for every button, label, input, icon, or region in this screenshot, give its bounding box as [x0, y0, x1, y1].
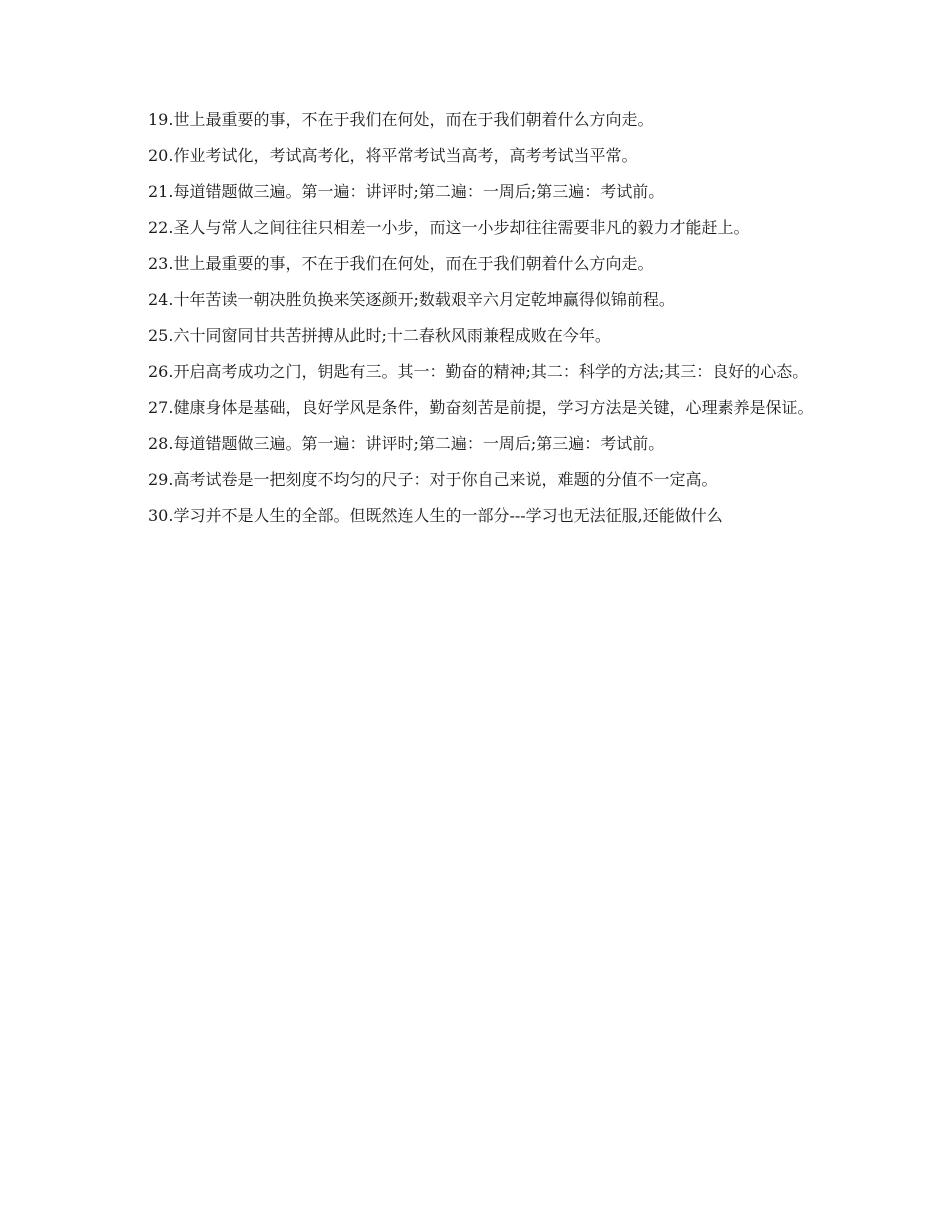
list-item [112, 147, 832, 165]
item-number: 25. [148, 326, 174, 345]
item-text: 世上最重要的事，不在于我们在何处，而在于我们朝着什么方向走。 [173, 254, 654, 273]
list-item [112, 363, 832, 381]
item-number: 22. [148, 218, 174, 237]
item-number: 29. [148, 470, 174, 489]
item-text: 开启高考成功之门，钥匙有三。其一：勤奋的精神;其二：科学的方法;其三：良好的心态。 [173, 362, 809, 381]
item-text: 六十同窗同甘共苦拼搏从此时;十二春秋风雨兼程成败在今年。 [173, 326, 611, 345]
list-item [112, 111, 832, 129]
item-number: 28. [148, 434, 174, 453]
item-number: 30. [148, 506, 174, 525]
item-text: 世上最重要的事，不在于我们在何处，而在于我们朝着什么方向走。 [173, 110, 654, 129]
list-item [112, 255, 832, 273]
item-number: 27. [148, 398, 174, 417]
item-number: 23. [148, 254, 174, 273]
item-text: 学习并不是人生的全部。但既然连人生的一部分---学习也无法征服,还能做什么 [173, 506, 723, 525]
item-text: 每道错题做三遍。第一遍：讲评时;第二遍：一周后;第三遍：考试前。 [173, 182, 665, 201]
list-item [112, 471, 832, 489]
item-text: 高考试卷是一把刻度不均匀的尺子：对于你自己来说，难题的分值不一定高。 [173, 470, 718, 489]
list-item [112, 435, 832, 453]
item-text: 圣人与常人之间往往只相差一小步，而这一小步却往往需要非凡的毅力才能赶上。 [173, 218, 750, 237]
item-text: 作业考试化，考试高考化，将平常考试当高考，高考考试当平常。 [173, 146, 638, 165]
item-text: 十年苦读一朝决胜负换来笑逐颜开;数载艰辛六月定乾坤赢得似锦前程。 [173, 290, 675, 309]
list-item [112, 291, 832, 309]
item-number: 19. [148, 110, 174, 129]
item-number: 20. [148, 146, 174, 165]
list-item [112, 183, 832, 201]
list-item [112, 507, 832, 525]
item-text: 健康身体是基础，良好学风是条件，勤奋刻苦是前提，学习方法是关键，心理素养是保证。 [173, 398, 814, 417]
list-item [112, 399, 832, 417]
item-number: 21. [148, 182, 174, 201]
item-number: 24. [148, 290, 174, 309]
item-number: 26. [148, 362, 174, 381]
list-item [112, 219, 832, 237]
quote-list [112, 111, 832, 543]
item-text: 每道错题做三遍。第一遍：讲评时;第二遍：一周后;第三遍：考试前。 [173, 434, 665, 453]
list-item [112, 327, 832, 345]
